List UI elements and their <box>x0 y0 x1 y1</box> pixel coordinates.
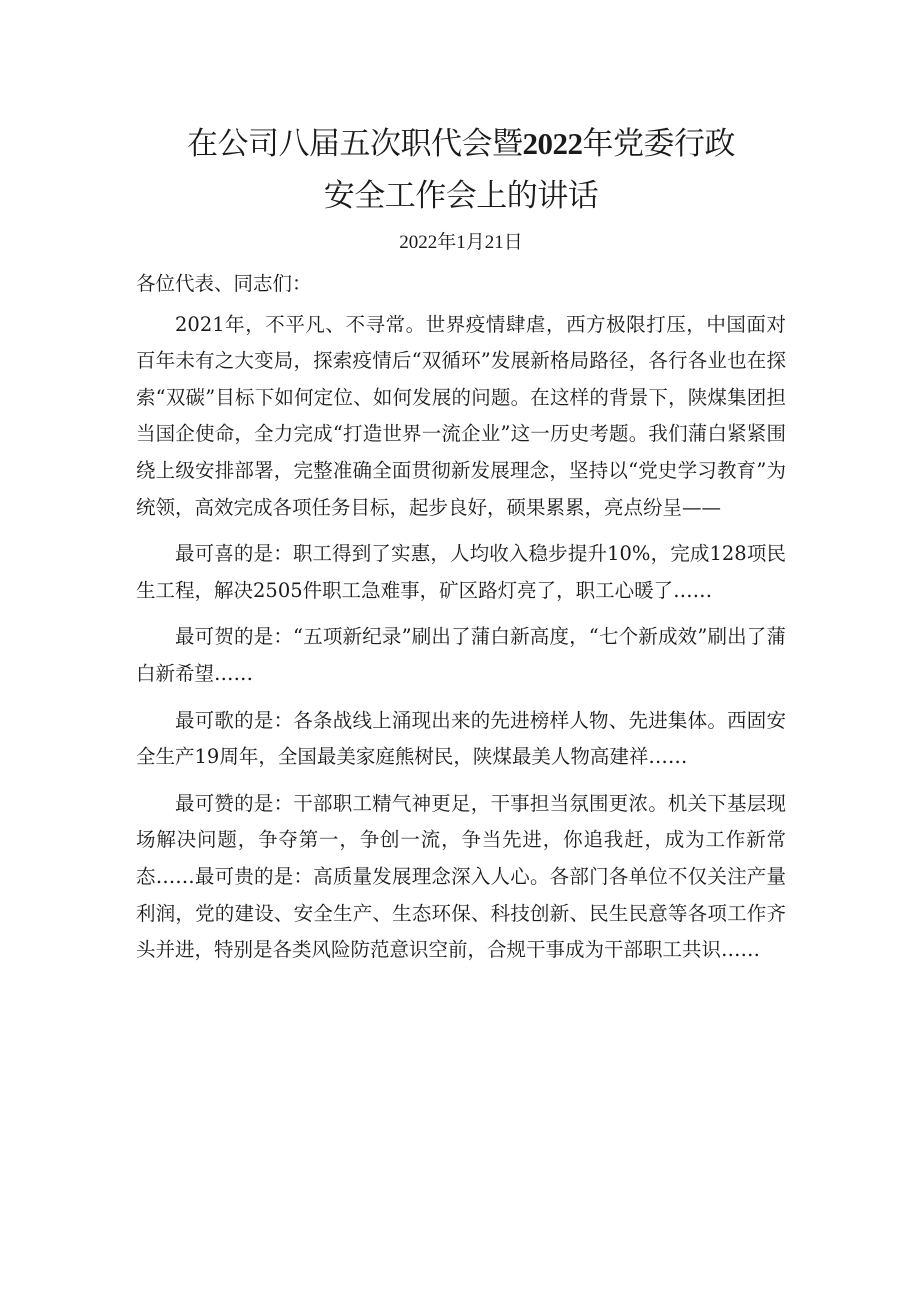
greeting: 各位代表、同志们： <box>136 272 312 295</box>
paragraph-5: 最可赞的是：干部职工精气神更足，干事担当氛围更浓。机关下基层现场解决问题，争夺第一，争创一流，争当先进，你追我赶，成为工作新常态……最可贵的是：高质量发展理念深入人心。各部门各单位不仅关注产量利润，党的建设、安全生产、生态环保、科技创新、民生民意等各项工作齐头并进，特别是各类风险防范意识空前，合规干事成为干部职工共识…… <box>136 791 786 962</box>
paragraph-1: 2021年，不平凡、不寻常。世界疫情肆虐，西方极限打压，中国面对百年未有之大变局，探索疫情后“双循环”发展新格局路径，各行各业也在探索“双碳”目标下如何定位、如何发展的问题。在这样的背景下，陕煤集团担当国企使命，全力完成“打造世界一流企业”这一历史考题。我们蒲白紧紧围绕上级安排部署，完整准确全面贯彻新发展理念，坚持以“党史学习教育”为统领，高效完成各项任务目标，起步良好，硕果累累，亮点纷呈—— <box>136 312 786 519</box>
document-page <box>136 118 786 979</box>
document-date: 2022年1月21日 <box>399 232 523 253</box>
paragraph-2: 最可喜的是：职工得到了实惠，人均收入稳步提升10%，完成128项民生工程，解决2505件职工急难事，矿区路灯亮了，职工心暖了…… <box>136 542 786 602</box>
title-text-post: 年党委行政 <box>582 126 735 162</box>
title-year: 2022 <box>522 126 583 161</box>
paragraph-4: 最可歌的是：各条战线上涌现出来的先进榜样人物、先进集体。西固安全生产19周年，全国最美家庭熊树民，陕煤最美人物高建祥…… <box>136 708 786 769</box>
document-title-line-2: 安全工作会上的讲话 <box>323 178 599 214</box>
paragraph-3: 最可贺的是：“五项新纪录”刷出了蒲白新高度，“七个新成效”刷出了蒲白新希望…… <box>136 625 786 685</box>
document-title-line-1 <box>136 118 786 170</box>
title-text-pre: 在公司八届五次职代会暨 <box>187 126 523 162</box>
